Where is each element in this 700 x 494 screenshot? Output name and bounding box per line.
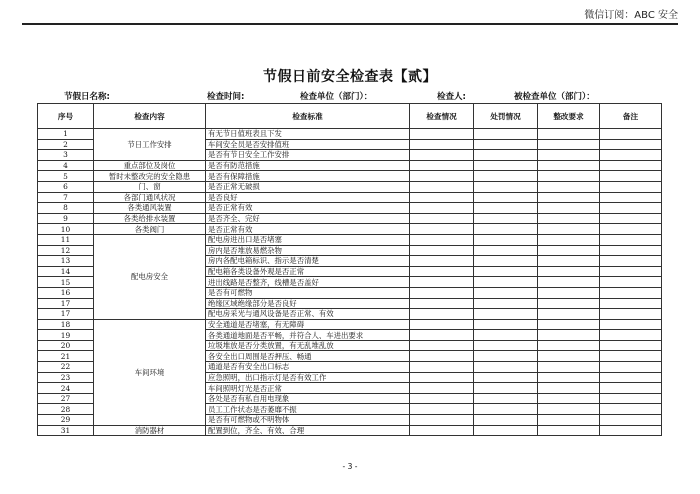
penalty-cell[interactable] xyxy=(474,330,538,341)
row-number: 19 xyxy=(38,330,94,341)
remarks-cell[interactable] xyxy=(600,319,662,330)
page-number: - 3 - xyxy=(342,462,358,471)
penalty-cell[interactable] xyxy=(474,213,538,224)
row-number: 3 xyxy=(38,150,94,161)
rectification-cell[interactable] xyxy=(538,298,600,309)
penalty-cell[interactable] xyxy=(474,224,538,235)
check-standard: 房内是否堆放易燃杂物 xyxy=(206,245,410,256)
inspector-label: 检查人: xyxy=(437,92,466,102)
rectification-cell[interactable] xyxy=(538,139,600,150)
rectification-cell[interactable] xyxy=(538,150,600,161)
page-title: 节假日前安全检查表【贰】 xyxy=(263,69,437,85)
remarks-cell[interactable] xyxy=(600,298,662,309)
table-header-row xyxy=(38,104,662,129)
penalty-cell[interactable] xyxy=(474,160,538,171)
col-header-status: 检查情况 xyxy=(410,104,474,129)
rectification-cell[interactable] xyxy=(538,309,600,320)
remarks-cell[interactable] xyxy=(600,213,662,224)
remarks-cell[interactable] xyxy=(600,425,662,436)
checked-unit-label: 被检查单位（部门）： xyxy=(514,92,595,102)
remarks-cell[interactable] xyxy=(600,404,662,415)
rectification-cell[interactable] xyxy=(538,171,600,182)
check-item: 消防器材 xyxy=(94,425,206,436)
rectification-cell[interactable] xyxy=(538,234,600,245)
check-unit-label: 检查单位（部门）： xyxy=(300,92,373,102)
row-number: 22 xyxy=(38,362,94,373)
remarks-cell[interactable] xyxy=(600,277,662,288)
row-number: 23 xyxy=(38,372,94,383)
status-cell[interactable] xyxy=(410,139,474,150)
rectification-cell[interactable] xyxy=(538,330,600,341)
row-number: 21 xyxy=(38,351,94,362)
remarks-cell[interactable] xyxy=(600,139,662,150)
remarks-cell[interactable] xyxy=(600,256,662,267)
row-number: 5 xyxy=(38,171,94,182)
remarks-cell[interactable] xyxy=(600,287,662,298)
row-number: 20 xyxy=(38,340,94,351)
status-cell[interactable] xyxy=(410,129,474,140)
rectification-cell[interactable] xyxy=(538,415,600,426)
status-cell[interactable] xyxy=(410,266,474,277)
remarks-cell[interactable] xyxy=(600,203,662,214)
check-standard: 房内各配电箱标识、指示是否清楚 xyxy=(206,256,410,267)
col-header-standard: 检查标准 xyxy=(206,104,410,129)
rectification-cell[interactable] xyxy=(538,266,600,277)
penalty-cell[interactable] xyxy=(474,404,538,415)
row-number: 16 xyxy=(38,287,94,298)
rectification-cell[interactable] xyxy=(538,224,600,235)
check-standard: 应急照明，出口指示灯是否有效工作 xyxy=(206,372,410,383)
status-cell[interactable] xyxy=(410,192,474,203)
rectification-cell[interactable] xyxy=(538,203,600,214)
penalty-cell[interactable] xyxy=(474,245,538,256)
table-row xyxy=(38,129,662,140)
check-standard: 配置到位，齐全、有效、合理 xyxy=(206,425,410,436)
status-cell[interactable] xyxy=(410,309,474,320)
status-cell[interactable] xyxy=(410,234,474,245)
penalty-cell[interactable] xyxy=(474,287,538,298)
rectification-cell[interactable] xyxy=(538,383,600,394)
row-number: 8 xyxy=(38,203,94,214)
status-cell[interactable] xyxy=(410,150,474,161)
penalty-cell[interactable] xyxy=(474,139,538,150)
row-number: 13 xyxy=(38,256,94,267)
table-row xyxy=(38,319,662,330)
remarks-cell[interactable] xyxy=(600,150,662,161)
table-row xyxy=(38,234,662,245)
table-row xyxy=(38,224,662,235)
row-number: 12 xyxy=(38,245,94,256)
remarks-cell[interactable] xyxy=(600,224,662,235)
check-standard: 各类通道地面是否平畅，并符合人、车进出要求 xyxy=(206,330,410,341)
remarks-cell[interactable] xyxy=(600,351,662,362)
status-cell[interactable] xyxy=(410,181,474,192)
table-row xyxy=(38,160,662,171)
row-number: 27 xyxy=(38,393,94,404)
status-cell[interactable] xyxy=(410,340,474,351)
status-cell[interactable] xyxy=(410,160,474,171)
check-standard: 是否齐全、完好 xyxy=(206,213,410,224)
status-cell[interactable] xyxy=(410,277,474,288)
remarks-cell[interactable] xyxy=(600,415,662,426)
row-number: 10 xyxy=(38,224,94,235)
penalty-cell[interactable] xyxy=(474,203,538,214)
penalty-cell[interactable] xyxy=(474,372,538,383)
check-standard: 是否有防范措施 xyxy=(206,160,410,171)
check-standard: 绝缘区域绝缘部分是否良好 xyxy=(206,298,410,309)
penalty-cell[interactable] xyxy=(474,277,538,288)
rectification-cell[interactable] xyxy=(538,372,600,383)
status-cell[interactable] xyxy=(410,372,474,383)
rectification-cell[interactable] xyxy=(538,256,600,267)
check-standard: 配电房采光与通风设备是否正常、有效 xyxy=(206,309,410,320)
penalty-cell[interactable] xyxy=(474,181,538,192)
row-number: 1 xyxy=(38,129,94,140)
col-header-rectification: 整改要求 xyxy=(538,104,600,129)
rectification-cell[interactable] xyxy=(538,425,600,436)
row-number: 9 xyxy=(38,213,94,224)
check-item: 门、窗 xyxy=(94,181,206,192)
status-cell[interactable] xyxy=(410,287,474,298)
row-number: 31 xyxy=(38,425,94,436)
row-number: 7 xyxy=(38,192,94,203)
status-cell[interactable] xyxy=(410,203,474,214)
remarks-cell[interactable] xyxy=(600,129,662,140)
rectification-cell[interactable] xyxy=(538,404,600,415)
remarks-cell[interactable] xyxy=(600,192,662,203)
status-cell[interactable] xyxy=(410,351,474,362)
header-divider xyxy=(22,23,678,25)
rectification-cell[interactable] xyxy=(538,129,600,140)
penalty-cell[interactable] xyxy=(474,351,538,362)
rectification-cell[interactable] xyxy=(538,287,600,298)
check-standard: 通道是否有安全出口标志 xyxy=(206,362,410,373)
penalty-cell[interactable] xyxy=(474,234,538,245)
status-cell[interactable] xyxy=(410,362,474,373)
rectification-cell[interactable] xyxy=(538,393,600,404)
rectification-cell[interactable] xyxy=(538,160,600,171)
penalty-cell[interactable] xyxy=(474,319,538,330)
check-item: 车间环境 xyxy=(94,319,206,425)
remarks-cell[interactable] xyxy=(600,372,662,383)
check-item: 各部门通风状况 xyxy=(94,192,206,203)
row-number: 14 xyxy=(38,266,94,277)
check-item: 各类给排水装置 xyxy=(94,213,206,224)
rectification-cell[interactable] xyxy=(538,319,600,330)
check-standard: 安全通道是否堵塞，有无障碍 xyxy=(206,319,410,330)
check-standard: 车间安全员是否安排值班 xyxy=(206,139,410,150)
row-number: 15 xyxy=(38,277,94,288)
status-cell[interactable] xyxy=(410,213,474,224)
check-standard: 是否有节日安全工作安排 xyxy=(206,150,410,161)
rectification-cell[interactable] xyxy=(538,213,600,224)
table-row xyxy=(38,192,662,203)
row-number: 2 xyxy=(38,139,94,150)
check-standard: 员工工作状态是否萎靡不振 xyxy=(206,404,410,415)
row-number: 4 xyxy=(38,160,94,171)
table-row xyxy=(38,181,662,192)
status-cell[interactable] xyxy=(410,383,474,394)
remarks-cell[interactable] xyxy=(600,330,662,341)
penalty-cell[interactable] xyxy=(474,309,538,320)
row-number: 29 xyxy=(38,415,94,426)
penalty-cell[interactable] xyxy=(474,171,538,182)
penalty-cell[interactable] xyxy=(474,425,538,436)
remarks-cell[interactable] xyxy=(600,266,662,277)
row-number: 11 xyxy=(38,234,94,245)
status-cell[interactable] xyxy=(410,224,474,235)
penalty-cell[interactable] xyxy=(474,192,538,203)
check-standard: 配电箱各类设备外观是否正常 xyxy=(206,266,410,277)
col-header-content: 检查内容 xyxy=(94,104,206,129)
check-item: 重点部位及岗位 xyxy=(94,160,206,171)
check-standard: 是否良好 xyxy=(206,192,410,203)
check-standard: 是否正常有效 xyxy=(206,224,410,235)
inspection-table xyxy=(37,103,662,436)
remarks-cell[interactable] xyxy=(600,362,662,373)
penalty-cell[interactable] xyxy=(474,415,538,426)
check-standard: 是否正常无破损 xyxy=(206,181,410,192)
penalty-cell[interactable] xyxy=(474,266,538,277)
rectification-cell[interactable] xyxy=(538,245,600,256)
remarks-cell[interactable] xyxy=(600,245,662,256)
check-item: 配电房安全 xyxy=(94,234,206,319)
rectification-cell[interactable] xyxy=(538,181,600,192)
remarks-cell[interactable] xyxy=(600,309,662,320)
rectification-cell[interactable] xyxy=(538,362,600,373)
check-standard: 垃圾堆放是否分类放置，有无乱堆乱放 xyxy=(206,340,410,351)
check-standard: 是否有可燃物或不明物体 xyxy=(206,415,410,426)
check-standard: 是否正常有效 xyxy=(206,203,410,214)
status-cell[interactable] xyxy=(410,245,474,256)
status-cell[interactable] xyxy=(410,319,474,330)
row-number: 6 xyxy=(38,181,94,192)
penalty-cell[interactable] xyxy=(474,362,538,373)
rectification-cell[interactable] xyxy=(538,340,600,351)
col-header-no: 序号 xyxy=(38,104,94,129)
status-cell[interactable] xyxy=(410,330,474,341)
remarks-cell[interactable] xyxy=(600,340,662,351)
status-cell[interactable] xyxy=(410,171,474,182)
rectification-cell[interactable] xyxy=(538,192,600,203)
penalty-cell[interactable] xyxy=(474,129,538,140)
table-row xyxy=(38,203,662,214)
check-item: 各类通风装置 xyxy=(94,203,206,214)
penalty-cell[interactable] xyxy=(474,340,538,351)
check-standard: 各处是否有私自用电现象 xyxy=(206,393,410,404)
remarks-cell[interactable] xyxy=(600,393,662,404)
remarks-cell[interactable] xyxy=(600,171,662,182)
check-standard: 是否有保障措施 xyxy=(206,171,410,182)
check-standard: 是否有可燃物 xyxy=(206,287,410,298)
remarks-cell[interactable] xyxy=(600,181,662,192)
row-number: 17 xyxy=(38,309,94,320)
status-cell[interactable] xyxy=(410,425,474,436)
rectification-cell[interactable] xyxy=(538,351,600,362)
check-item: 节日工作安排 xyxy=(94,129,206,161)
check-item: 暂时未整改完的安全隐患 xyxy=(94,171,206,182)
status-cell[interactable] xyxy=(410,415,474,426)
row-number: 28 xyxy=(38,404,94,415)
check-standard: 车间照明灯光是否正常 xyxy=(206,383,410,394)
remarks-cell[interactable] xyxy=(600,234,662,245)
row-number: 18 xyxy=(38,319,94,330)
status-cell[interactable] xyxy=(410,404,474,415)
remarks-cell[interactable] xyxy=(600,383,662,394)
check-time-label: 检查时间: xyxy=(207,92,245,102)
table-row xyxy=(38,213,662,224)
rectification-cell[interactable] xyxy=(538,277,600,288)
check-standard: 各安全出口周围是否押压、畅通 xyxy=(206,351,410,362)
meta-row xyxy=(62,90,662,104)
header-brand: 微信订阅：ABC 安全 xyxy=(584,10,678,21)
table-row xyxy=(38,171,662,182)
penalty-cell[interactable] xyxy=(474,393,538,404)
row-number: 17 xyxy=(38,298,94,309)
check-standard: 进出线路是否整齐，线槽是否盖好 xyxy=(206,277,410,288)
col-header-remarks: 备注 xyxy=(600,104,662,129)
check-standard: 配电房进出口是否堵塞 xyxy=(206,234,410,245)
status-cell[interactable] xyxy=(410,298,474,309)
remarks-cell[interactable] xyxy=(600,160,662,171)
penalty-cell[interactable] xyxy=(474,150,538,161)
penalty-cell[interactable] xyxy=(474,383,538,394)
status-cell[interactable] xyxy=(410,256,474,267)
check-item: 各类阀门 xyxy=(94,224,206,235)
row-number: 24 xyxy=(38,383,94,394)
col-header-penalty: 处罚情况 xyxy=(474,104,538,129)
penalty-cell[interactable] xyxy=(474,256,538,267)
penalty-cell[interactable] xyxy=(474,298,538,309)
status-cell[interactable] xyxy=(410,393,474,404)
check-standard: 有无节日值班表且下发 xyxy=(206,129,410,140)
table-row xyxy=(38,425,662,436)
holiday-name-label: 节假日名称: xyxy=(64,92,110,102)
